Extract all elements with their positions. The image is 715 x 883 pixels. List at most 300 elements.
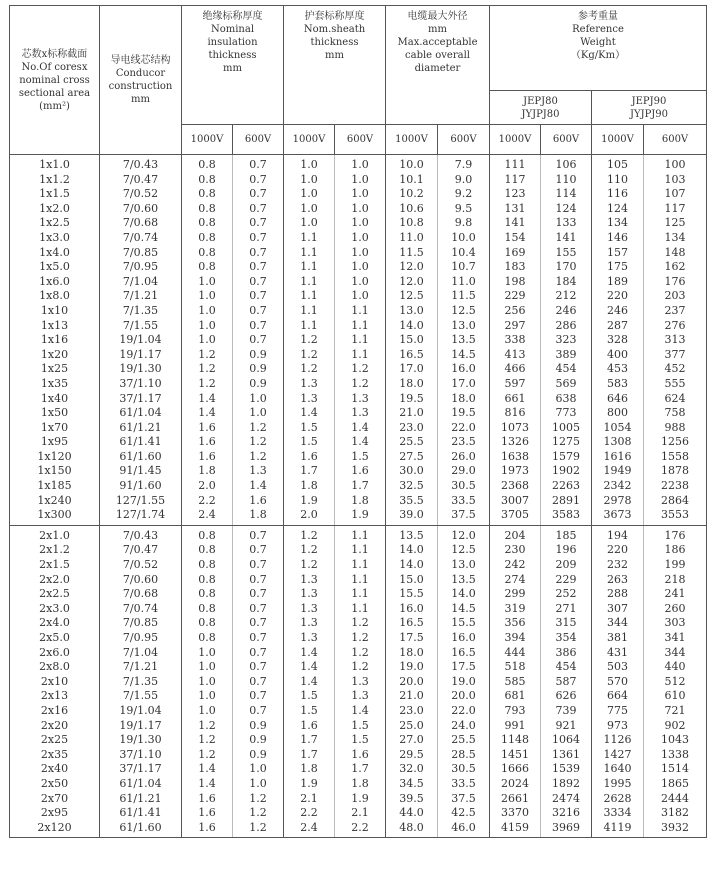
table-cell: 23.0: [386, 704, 438, 719]
table-row: [10, 792, 707, 807]
table-cell: 220: [592, 543, 644, 558]
table-cell: 1.5: [284, 435, 335, 450]
voltage-header: 600V: [438, 125, 490, 155]
table-cell: 1.8: [284, 479, 335, 494]
table-cell: 0.8: [182, 231, 233, 246]
table-cell: 123: [490, 187, 541, 202]
table-cell: 61/1.21: [100, 421, 182, 436]
table-cell: 2238: [644, 479, 707, 494]
table-cell: 61/1.41: [100, 806, 182, 821]
voltage-header: 1000V: [182, 125, 233, 155]
table-cell: 570: [592, 675, 644, 690]
table-cell: 1.2: [182, 719, 233, 734]
table-cell: 1.1: [335, 573, 386, 588]
table-cell: 21.0: [386, 406, 438, 421]
table-cell: 1x25: [10, 362, 100, 377]
table-cell: 2x95: [10, 806, 100, 821]
table-cell: 1902: [541, 464, 592, 479]
table-cell: 1.0: [182, 704, 233, 719]
table-cell: 0.7: [233, 216, 284, 231]
table-cell: 1.0: [335, 275, 386, 290]
table-cell: 27.5: [386, 450, 438, 465]
table-row: [10, 260, 707, 275]
table-cell: 7/0.85: [100, 616, 182, 631]
table-cell: 1x35: [10, 377, 100, 392]
table-cell: 1.2: [335, 646, 386, 661]
table-cell: 0.9: [233, 348, 284, 363]
voltage-header: 1000V: [284, 125, 335, 155]
table-cell: 7/0.74: [100, 231, 182, 246]
table-cell: 1.3: [335, 675, 386, 690]
table-cell: 1.0: [182, 689, 233, 704]
table-cell: 7/1.21: [100, 660, 182, 675]
table-cell: 1.6: [182, 435, 233, 450]
table-cell: 7/1.04: [100, 646, 182, 661]
table-cell: 1.2: [182, 377, 233, 392]
table-cell: 2x20: [10, 719, 100, 734]
cable-spec-table: [9, 5, 707, 838]
table-row: [10, 155, 707, 173]
table-row: [10, 543, 707, 558]
table-cell: 9.0: [438, 173, 490, 188]
table-cell: 7/0.68: [100, 216, 182, 231]
header-conductor: 导电线芯结构 Conducor construction mm: [100, 6, 182, 155]
table-cell: 1.1: [284, 304, 335, 319]
table-cell: 2.4: [284, 821, 335, 838]
table-cell: 276: [644, 319, 707, 334]
table-cell: 203: [644, 289, 707, 304]
table-cell: 14.5: [438, 348, 490, 363]
table-cell: 32.5: [386, 479, 438, 494]
table-row: [10, 525, 707, 543]
table-cell: 386: [541, 646, 592, 661]
table-cell: 1x1.5: [10, 187, 100, 202]
table-cell: 7/1.35: [100, 304, 182, 319]
table-cell: 1.0: [233, 777, 284, 792]
table-cell: 1.8: [182, 464, 233, 479]
table-cell: 1.4: [233, 479, 284, 494]
table-cell: 739: [541, 704, 592, 719]
table-cell: 0.9: [233, 733, 284, 748]
table-cell: 117: [490, 173, 541, 188]
table-cell: 1949: [592, 464, 644, 479]
table-cell: 19/1.04: [100, 333, 182, 348]
table-cell: 105: [592, 155, 644, 173]
table-cell: 91/1.60: [100, 479, 182, 494]
table-cell: 1.4: [335, 435, 386, 450]
table-cell: 13.0: [438, 558, 490, 573]
table-cell: 2864: [644, 494, 707, 509]
table-cell: 3969: [541, 821, 592, 838]
table-cell: 1.1: [335, 602, 386, 617]
table-cell: 1.2: [335, 377, 386, 392]
table-cell: 154: [490, 231, 541, 246]
table-cell: 0.7: [233, 319, 284, 334]
table-cell: 0.8: [182, 260, 233, 275]
table-row: [10, 479, 707, 494]
table-cell: 13.0: [386, 304, 438, 319]
table-cell: 1x16: [10, 333, 100, 348]
table-cell: 1x70: [10, 421, 100, 436]
table-cell: 241: [644, 587, 707, 602]
table-cell: 2.0: [284, 508, 335, 525]
table-cell: 413: [490, 348, 541, 363]
table-row: [10, 231, 707, 246]
table-cell: 453: [592, 362, 644, 377]
table-cell: 288: [592, 587, 644, 602]
table-cell: 11.5: [438, 289, 490, 304]
table-cell: 0.7: [233, 187, 284, 202]
table-cell: 124: [541, 202, 592, 217]
table-cell: 2x1.5: [10, 558, 100, 573]
table-cell: 2x1.0: [10, 525, 100, 543]
table-cell: 2368: [490, 479, 541, 494]
table-cell: 10.0: [386, 155, 438, 173]
table-cell: 1.0: [335, 173, 386, 188]
table-cell: 15.0: [386, 573, 438, 588]
table-cell: 1x20: [10, 348, 100, 363]
table-cell: 1.0: [284, 155, 335, 173]
table-cell: 19/1.17: [100, 719, 182, 734]
table-cell: 0.7: [233, 155, 284, 173]
table-cell: 1.3: [284, 631, 335, 646]
table-cell: 106: [541, 155, 592, 173]
table-cell: 12.5: [438, 543, 490, 558]
table-row: [10, 660, 707, 675]
table-cell: 0.7: [233, 202, 284, 217]
table-cell: 1.0: [182, 675, 233, 690]
table-cell: 12.0: [386, 260, 438, 275]
table-cell: 0.8: [182, 202, 233, 217]
voltage-header: 1000V: [490, 125, 541, 155]
table-row: [10, 392, 707, 407]
header-insulation: 绝缘标称厚度 Nominal insulation thickness mm: [182, 6, 284, 125]
table-cell: 2978: [592, 494, 644, 509]
table-cell: 175: [592, 260, 644, 275]
table-cell: 638: [541, 392, 592, 407]
table-cell: 229: [490, 289, 541, 304]
table-cell: 127/1.74: [100, 508, 182, 525]
table-cell: 2.2: [335, 821, 386, 838]
table-cell: 19.5: [386, 392, 438, 407]
table-cell: 263: [592, 573, 644, 588]
table-cell: 1043: [644, 733, 707, 748]
table-cell: 3553: [644, 508, 707, 525]
table-cell: 12.0: [386, 275, 438, 290]
table-cell: 0.9: [233, 719, 284, 734]
table-cell: 1.2: [182, 362, 233, 377]
table-cell: 1.1: [284, 260, 335, 275]
table-cell: 1.6: [233, 494, 284, 509]
table-row: [10, 631, 707, 646]
table-cell: 7/0.47: [100, 173, 182, 188]
table-cell: 1.4: [284, 675, 335, 690]
table-cell: 1275: [541, 435, 592, 450]
table-cell: 1.2: [182, 748, 233, 763]
table-cell: 0.7: [233, 689, 284, 704]
table-cell: 169: [490, 246, 541, 261]
table-cell: 2x8.0: [10, 660, 100, 675]
table-row: [10, 187, 707, 202]
table-cell: 274: [490, 573, 541, 588]
table-cell: 1.1: [284, 319, 335, 334]
table-cell: 0.7: [233, 304, 284, 319]
table-cell: 1.2: [335, 362, 386, 377]
table-cell: 2x1.2: [10, 543, 100, 558]
table-cell: 1.2: [284, 525, 335, 543]
table-cell: 313: [644, 333, 707, 348]
table-cell: 23.0: [386, 421, 438, 436]
table-cell: 800: [592, 406, 644, 421]
table-cell: 13.5: [386, 525, 438, 543]
table-cell: 194: [592, 525, 644, 543]
table-cell: 2.2: [182, 494, 233, 509]
table-cell: 16.5: [438, 646, 490, 661]
table-cell: 1x4.0: [10, 246, 100, 261]
table-cell: 1.6: [182, 421, 233, 436]
table-cell: 30.5: [438, 479, 490, 494]
table-cell: 1.1: [335, 587, 386, 602]
table-cell: 0.8: [182, 558, 233, 573]
table-cell: 1.4: [284, 406, 335, 421]
table-cell: 1308: [592, 435, 644, 450]
table-cell: 1.6: [335, 464, 386, 479]
table-row: [10, 508, 707, 525]
table-cell: 2x5.0: [10, 631, 100, 646]
table-cell: 1.0: [335, 202, 386, 217]
table-cell: 1892: [541, 777, 592, 792]
table-cell: 25.0: [386, 719, 438, 734]
table-row: [10, 202, 707, 217]
table-cell: 124: [592, 202, 644, 217]
table-cell: 1005: [541, 421, 592, 436]
table-cell: 232: [592, 558, 644, 573]
table-cell: 1.0: [335, 231, 386, 246]
table-cell: 11.0: [438, 275, 490, 290]
table-cell: 13.0: [438, 319, 490, 334]
table-row: [10, 573, 707, 588]
table-cell: 37.5: [438, 508, 490, 525]
table-cell: 0.9: [233, 362, 284, 377]
table-cell: 2x13: [10, 689, 100, 704]
table-cell: 131: [490, 202, 541, 217]
table-cell: 1.1: [335, 304, 386, 319]
table-cell: 148: [644, 246, 707, 261]
table-cell: 7/1.55: [100, 689, 182, 704]
table-cell: 110: [592, 173, 644, 188]
table-cell: 2.2: [284, 806, 335, 821]
table-cell: 0.8: [182, 155, 233, 173]
table-cell: 14.0: [386, 319, 438, 334]
table-cell: 902: [644, 719, 707, 734]
table-cell: 29.0: [438, 464, 490, 479]
table-cell: 48.0: [386, 821, 438, 838]
table-cell: 16.5: [386, 616, 438, 631]
table-cell: 1638: [490, 450, 541, 465]
table-cell: 189: [592, 275, 644, 290]
table-cell: 134: [644, 231, 707, 246]
header-size: 芯数x标称截面 No.Of coresx nominal cross sectional area (mm²): [10, 6, 100, 155]
table-cell: 117: [644, 202, 707, 217]
table-cell: 344: [592, 616, 644, 631]
table-cell: 24.0: [438, 719, 490, 734]
table-cell: 103: [644, 173, 707, 188]
table-cell: 1558: [644, 450, 707, 465]
table-cell: 237: [644, 304, 707, 319]
table-cell: 2x50: [10, 777, 100, 792]
table-cell: 1256: [644, 435, 707, 450]
table-row: [10, 406, 707, 421]
table-row: [10, 806, 707, 821]
table-cell: 17.0: [438, 377, 490, 392]
table-cell: 1539: [541, 762, 592, 777]
table-cell: 37/1.17: [100, 392, 182, 407]
table-cell: 3705: [490, 508, 541, 525]
table-cell: 2x2.5: [10, 587, 100, 602]
table-cell: 297: [490, 319, 541, 334]
table-cell: 377: [644, 348, 707, 363]
table-cell: 10.2: [386, 187, 438, 202]
table-cell: 14.0: [386, 558, 438, 573]
voltage-header: 600V: [335, 125, 386, 155]
table-cell: 0.7: [233, 260, 284, 275]
table-cell: 0.7: [233, 602, 284, 617]
voltage-header: 1000V: [386, 125, 438, 155]
table-cell: 2474: [541, 792, 592, 807]
single-core-section: [10, 155, 707, 526]
table-row: [10, 173, 707, 188]
table-cell: 218: [644, 573, 707, 588]
table-cell: 1.7: [284, 464, 335, 479]
table-cell: 7/0.85: [100, 246, 182, 261]
table-cell: 14.5: [438, 602, 490, 617]
table-cell: 15.0: [386, 333, 438, 348]
table-cell: 1.0: [335, 260, 386, 275]
table-cell: 1.6: [284, 450, 335, 465]
table-cell: 1640: [592, 762, 644, 777]
table-cell: 2628: [592, 792, 644, 807]
table-cell: 12.5: [386, 289, 438, 304]
table-row: [10, 275, 707, 290]
table-cell: 1.7: [284, 748, 335, 763]
table-cell: 33.5: [438, 494, 490, 509]
table-cell: 1148: [490, 733, 541, 748]
table-cell: 10.8: [386, 216, 438, 231]
table-cell: 7/0.52: [100, 187, 182, 202]
table-cell: 9.2: [438, 187, 490, 202]
table-cell: 721: [644, 704, 707, 719]
table-cell: 19.5: [438, 406, 490, 421]
table-cell: 2342: [592, 479, 644, 494]
table-cell: 2.1: [284, 792, 335, 807]
table-cell: 141: [541, 231, 592, 246]
table-cell: 26.0: [438, 450, 490, 465]
table-cell: 1.0: [284, 173, 335, 188]
table-cell: 199: [644, 558, 707, 573]
table-cell: 1.4: [284, 646, 335, 661]
table-cell: 11.0: [386, 231, 438, 246]
table-cell: 23.5: [438, 435, 490, 450]
table-row: [10, 319, 707, 334]
table-cell: 454: [541, 362, 592, 377]
table-cell: 1x2.5: [10, 216, 100, 231]
table-cell: 246: [592, 304, 644, 319]
table-cell: 2891: [541, 494, 592, 509]
table-cell: 39.5: [386, 792, 438, 807]
table-cell: 1.5: [284, 704, 335, 719]
header-weight: 参考重量 Reference Weight （Kg/Km）: [490, 6, 707, 91]
table-cell: 3583: [541, 508, 592, 525]
table-cell: 610: [644, 689, 707, 704]
table-cell: 0.9: [233, 377, 284, 392]
table-cell: 37/1.10: [100, 377, 182, 392]
table-cell: 1.5: [335, 719, 386, 734]
table-cell: 9.8: [438, 216, 490, 231]
table-cell: 1.2: [233, 821, 284, 838]
table-cell: 1.2: [233, 806, 284, 821]
table-cell: 16.5: [386, 348, 438, 363]
table-cell: 3370: [490, 806, 541, 821]
table-cell: 328: [592, 333, 644, 348]
table-cell: 7/0.47: [100, 543, 182, 558]
table-cell: 341: [644, 631, 707, 646]
table-cell: 19/1.30: [100, 733, 182, 748]
table-cell: 1326: [490, 435, 541, 450]
table-cell: 1.3: [284, 587, 335, 602]
table-cell: 1.2: [335, 660, 386, 675]
table-cell: 0.8: [182, 525, 233, 543]
table-cell: 2x6.0: [10, 646, 100, 661]
table-cell: 1064: [541, 733, 592, 748]
table-cell: 27.0: [386, 733, 438, 748]
table-cell: 973: [592, 719, 644, 734]
table-cell: 256: [490, 304, 541, 319]
table-cell: 61/1.04: [100, 777, 182, 792]
table-cell: 1x2.0: [10, 202, 100, 217]
table-cell: 17.0: [386, 362, 438, 377]
table-row: [10, 704, 707, 719]
table-cell: 0.7: [233, 275, 284, 290]
table-row: [10, 616, 707, 631]
table-cell: 176: [644, 525, 707, 543]
table-row: [10, 464, 707, 479]
table-cell: 1x8.0: [10, 289, 100, 304]
table-cell: 184: [541, 275, 592, 290]
table-cell: 21.0: [386, 689, 438, 704]
table-cell: 1865: [644, 777, 707, 792]
table-cell: 20.0: [438, 689, 490, 704]
table-cell: 229: [541, 573, 592, 588]
table-cell: 3673: [592, 508, 644, 525]
table-cell: 28.5: [438, 748, 490, 763]
table-cell: 4159: [490, 821, 541, 838]
table-cell: 4119: [592, 821, 644, 838]
table-cell: 1.0: [182, 333, 233, 348]
table-cell: 2.0: [182, 479, 233, 494]
table-cell: 681: [490, 689, 541, 704]
table-cell: 1.1: [335, 348, 386, 363]
table-cell: 1.2: [182, 348, 233, 363]
table-cell: 624: [644, 392, 707, 407]
table-cell: 555: [644, 377, 707, 392]
table-cell: 11.5: [386, 246, 438, 261]
table-cell: 1x3.0: [10, 231, 100, 246]
table-cell: 381: [592, 631, 644, 646]
table-cell: 230: [490, 543, 541, 558]
table-row: [10, 748, 707, 763]
table-cell: 1x1.0: [10, 155, 100, 173]
table-cell: 400: [592, 348, 644, 363]
